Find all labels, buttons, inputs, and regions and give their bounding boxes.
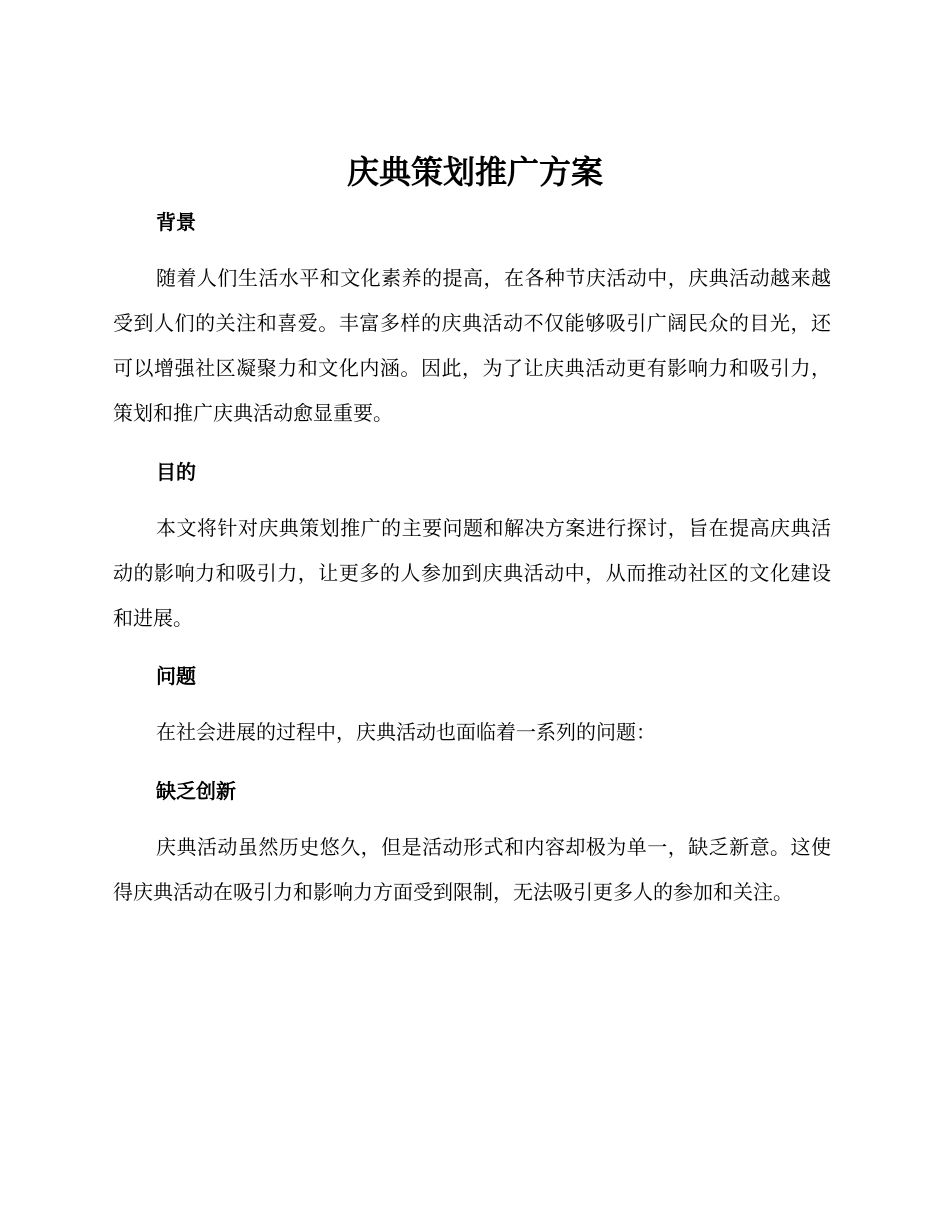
section-paragraph-problems: 在社会进展的过程中，庆典活动也面临着一系列的问题： [156,720,656,744]
section-heading-problems: 问题 [156,664,196,688]
section-heading-purpose: 目的 [156,460,196,484]
section-paragraph-lack-of-innovation: 庆典活动虽然历史悠久，但是活动形式和内容却极为单一，缺乏新意。这使得庆典活动在吸引力和影响力方面受到限制，无法吸引更多人的参加和关注。 [113,835,831,904]
section-paragraph-purpose: 本文将针对庆典策划推广的主要问题和解决方案进行探讨，旨在提高庆典活动的影响力和吸引力，让更多的人参加到庆典活动中，从而推动社区的文化建设和进展。 [113,516,831,630]
section-heading-lack-of-innovation: 缺乏创新 [156,779,236,803]
document-title: 庆典策划推广方案 [346,153,603,191]
section-heading-background: 背景 [156,210,196,234]
section-paragraph-background: 随着人们生活水平和文化素养的提高，在各种节庆活动中，庆典活动越来越受到人们的关注和喜爱。丰富多样的庆典活动不仅能够吸引广阔民众的目光，还可以增强社区凝聚力和文化内涵。因此，为了让庆典活动更有影响力和吸引力，策划和推广庆典活动愈显重要。 [113,266,831,425]
